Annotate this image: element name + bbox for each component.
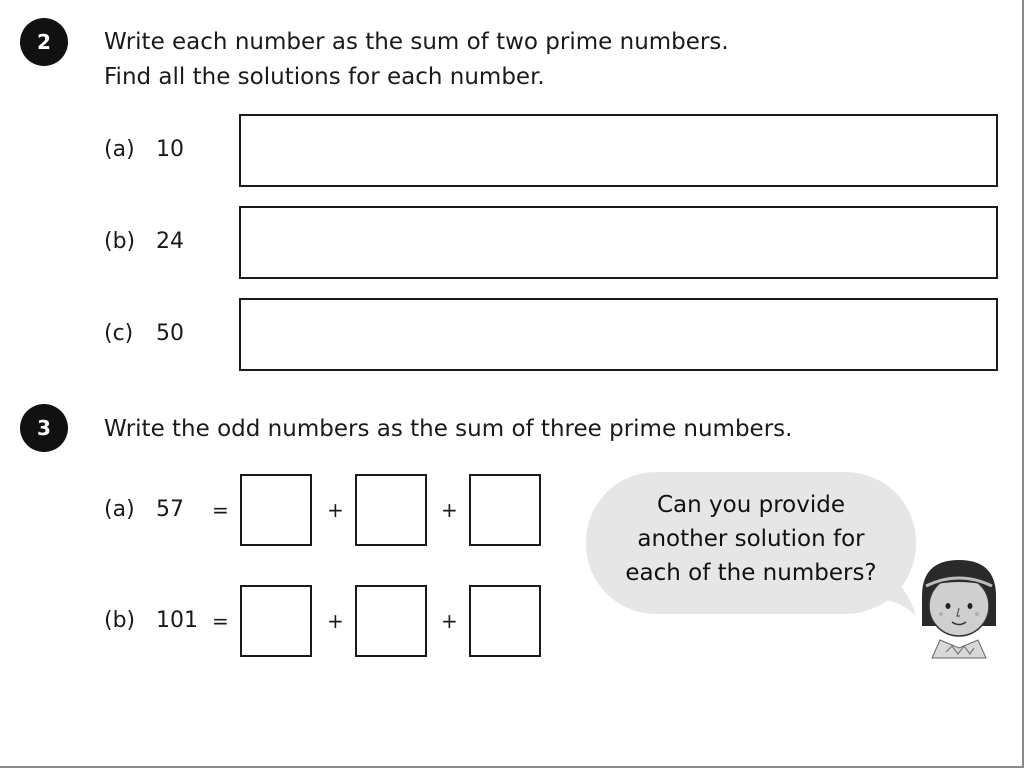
question-3a-label xyxy=(104,497,184,522)
question-3b-label xyxy=(104,608,198,633)
question-2b-part: (b) xyxy=(104,229,136,254)
question-2b-label xyxy=(104,229,184,254)
question-2c-value: 50 xyxy=(156,321,184,346)
question-2-instruction-line-2: Find all the solutions for each number. xyxy=(104,64,545,90)
question-2a-value: 10 xyxy=(156,137,184,162)
question-2c-part: (c) xyxy=(104,321,134,346)
question-3a-equals-sign: = xyxy=(212,498,229,522)
question-2c-answer-box[interactable] xyxy=(239,298,998,371)
question-2c-label xyxy=(104,321,184,346)
speech-bubble-line-1: Can you provide xyxy=(657,492,845,518)
question-2b-value: 24 xyxy=(156,229,184,254)
question-3a-plus-sign-1: + xyxy=(327,498,344,522)
question-3b-plus-sign-2: + xyxy=(441,609,458,633)
question-3a-answer-box-1[interactable] xyxy=(240,474,312,546)
question-2b-answer-box[interactable] xyxy=(239,206,998,279)
question-3b-part: (b) xyxy=(104,608,136,633)
question-3a-value: 57 xyxy=(156,497,184,522)
question-3b-equals-sign: = xyxy=(212,609,229,633)
question-3b-plus-sign-1: + xyxy=(327,609,344,633)
question-2-number-badge: 2 xyxy=(20,18,68,66)
question-2-instruction-line-1: Write each number as the sum of two prime numbers. xyxy=(104,29,729,55)
question-3b-answer-box-3[interactable] xyxy=(469,585,541,657)
question-3a-part: (a) xyxy=(104,497,135,522)
question-3a-plus-sign-2: + xyxy=(441,498,458,522)
question-3a-answer-box-2[interactable] xyxy=(355,474,427,546)
speech-bubble-line-3: each of the numbers? xyxy=(625,560,877,586)
question-2a-part: (a) xyxy=(104,137,135,162)
question-3b-answer-box-1[interactable] xyxy=(240,585,312,657)
girl-character-illustration xyxy=(916,556,1002,660)
question-2a-label xyxy=(104,137,184,162)
speech-bubble-text xyxy=(586,488,916,590)
speech-bubble-line-2: another solution for xyxy=(637,526,865,552)
question-3a-answer-box-3[interactable] xyxy=(469,474,541,546)
question-3-number-badge: 3 xyxy=(20,404,68,452)
question-3-instruction: Write the odd numbers as the sum of three prime numbers. xyxy=(104,416,793,442)
question-3b-value: 101 xyxy=(156,608,198,633)
question-3b-answer-box-2[interactable] xyxy=(355,585,427,657)
question-2a-answer-box[interactable] xyxy=(239,114,998,187)
